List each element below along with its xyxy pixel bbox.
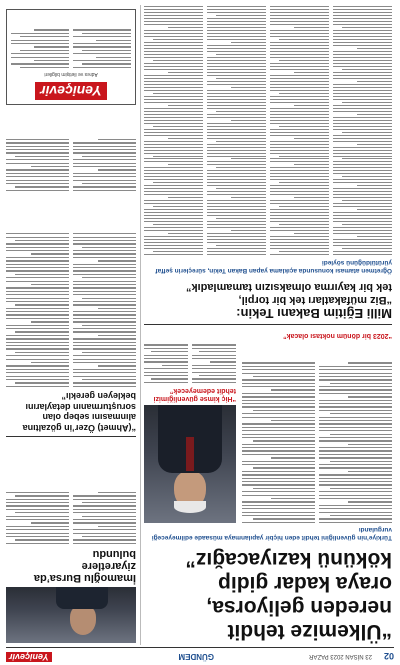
second-headline-1: Milli Eğitim Bakanı Tekin:	[236, 306, 392, 321]
side-headline-3: bulundu	[92, 548, 136, 560]
third-headline-4: bekleyen gereklı”	[61, 391, 136, 402]
speaker-tie	[186, 437, 194, 471]
third-headline-2: alınmasını sebep olan	[42, 412, 136, 423]
person-suit	[56, 587, 108, 609]
headline-line-3: oraya kadar gidip	[218, 572, 392, 595]
page-number: 02	[383, 651, 394, 661]
side-headline-1: İmamoğlu Bursa’da	[33, 572, 136, 584]
person-face	[70, 605, 96, 635]
imprint-box	[6, 9, 136, 105]
column-divider	[140, 5, 141, 645]
third-story	[6, 233, 136, 437]
main-headline	[144, 547, 392, 643]
second-body-text	[144, 7, 392, 255]
section-label: GÜNDEM	[178, 652, 214, 661]
main-story-photo	[144, 405, 236, 523]
right-bottom-body	[6, 139, 136, 191]
pull-quote: “Hiç kimse güvenliğimizi tehdit edemeyecek”	[153, 387, 236, 402]
third-body-text	[6, 233, 136, 387]
side-story	[6, 492, 136, 643]
headline-line-4: kökünü kazıyacağız”	[185, 548, 392, 571]
headline-line-1: “Ülkemize tehdit	[227, 620, 392, 643]
third-headline-1: “(Ahmet) Özer’in gözaltına	[22, 423, 136, 433]
side-headline-2: ziyaretlere	[81, 560, 136, 572]
second-headline-3: tek bir kayırma olmaksızın tamamladık”	[185, 281, 392, 293]
imprint-text	[11, 29, 131, 68]
imprint-address: Adres ve iletişim bilgileri	[44, 71, 98, 77]
third-headline-3: soruşturmanın detaylarını	[25, 402, 136, 412]
second-subhead: Öğretmen ataması konusunda açıklama yapan Bakan Tekin, süreçlerin şeffaf yürütüldüğünü söyledi	[155, 259, 392, 274]
main-subhead-2: “2023 bir dönüm noktası olacak”	[283, 332, 392, 339]
side-body-text	[6, 492, 136, 544]
headline-line-2: nereden geliyorsa,	[206, 596, 392, 619]
side-story-photo	[6, 587, 136, 643]
masthead-logo: Yeniçevir	[6, 652, 52, 662]
main-body-left	[242, 343, 392, 523]
speaker-hair	[174, 501, 206, 513]
main-subhead: Türkiye’nin güvenliğini tehdit eden hiçbir yapılanmaya müsaade edilmeyeceği vurgulandı	[151, 526, 392, 541]
second-story-headline	[144, 280, 392, 321]
story-divider	[144, 324, 392, 325]
imprint-logo: Yeniçevir	[35, 82, 107, 100]
page-date: 23 NİSAN 2023 PAZAR	[309, 653, 372, 659]
right-bottom-story	[6, 139, 136, 191]
page-header	[6, 649, 394, 661]
second-headline-2: “Biz müfakatları tek bir torpil,	[238, 294, 392, 306]
main-body-under-photo	[144, 343, 236, 383]
header-rule	[6, 647, 394, 648]
